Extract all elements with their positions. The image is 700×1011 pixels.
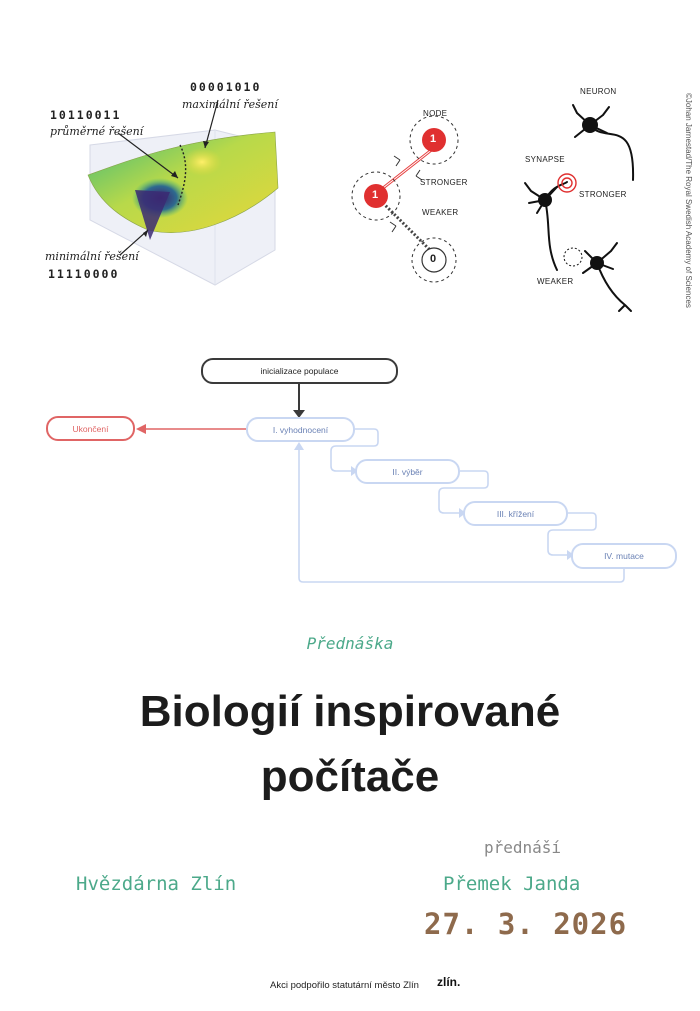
average-solution-code: 10110011 xyxy=(50,108,122,122)
min-solution-code: 11110000 xyxy=(48,267,120,281)
event-title-line2: počítače xyxy=(260,752,440,801)
average-solution-label: průměrné řešení xyxy=(50,125,144,138)
min-solution-label: minimální řešení xyxy=(45,250,139,263)
zlin-logo: zlín. xyxy=(437,975,461,989)
mutation-box: IV. mutace xyxy=(571,543,677,569)
node-bottom-value: 0 xyxy=(430,253,437,265)
node-diagram-graphic xyxy=(350,100,470,290)
presenter-name: Přemek Janda xyxy=(443,873,581,895)
stronger-label: STRONGER xyxy=(420,178,468,187)
synapse-label: SYNAPSE xyxy=(525,155,565,164)
weaker-neuron-label: WEAKER xyxy=(537,277,574,286)
selection-box: II. výběr xyxy=(355,459,460,484)
event-title-line1: Biologií inspirované xyxy=(139,687,561,736)
evaluation-box: I. vyhodnocení xyxy=(246,417,355,442)
max-solution-label: maximální řešení xyxy=(182,98,278,111)
presenter-prefix: přednáší xyxy=(484,838,562,857)
stronger-neuron-label: STRONGER xyxy=(579,190,627,199)
termination-box: Ukončení xyxy=(46,416,135,441)
node-label: NODE xyxy=(423,109,448,118)
neuron-label: NEURON xyxy=(580,87,617,96)
fitness-landscape xyxy=(40,70,290,310)
image-credit: ©Johan Jarnestad/The Royal Swedish Academy of Sciences xyxy=(684,93,693,308)
node-mid-value: 1 xyxy=(372,189,379,201)
crossover-box: III. křížení xyxy=(463,501,568,526)
neuron-diagram xyxy=(515,85,665,320)
weaker-label: WEAKER xyxy=(422,208,459,217)
node-diagram xyxy=(350,100,470,290)
sponsor-text: Akci podpořilo statutární město Zlín xyxy=(270,980,419,991)
init-population-box: inicializace populace xyxy=(201,358,398,384)
node-top-value: 1 xyxy=(430,133,437,145)
max-solution-code: 00001010 xyxy=(190,80,262,94)
event-date: 27. 3. 2026 xyxy=(424,907,628,941)
event-type: Přednáška xyxy=(306,634,394,653)
venue: Hvězdárna Zlín xyxy=(76,873,237,895)
